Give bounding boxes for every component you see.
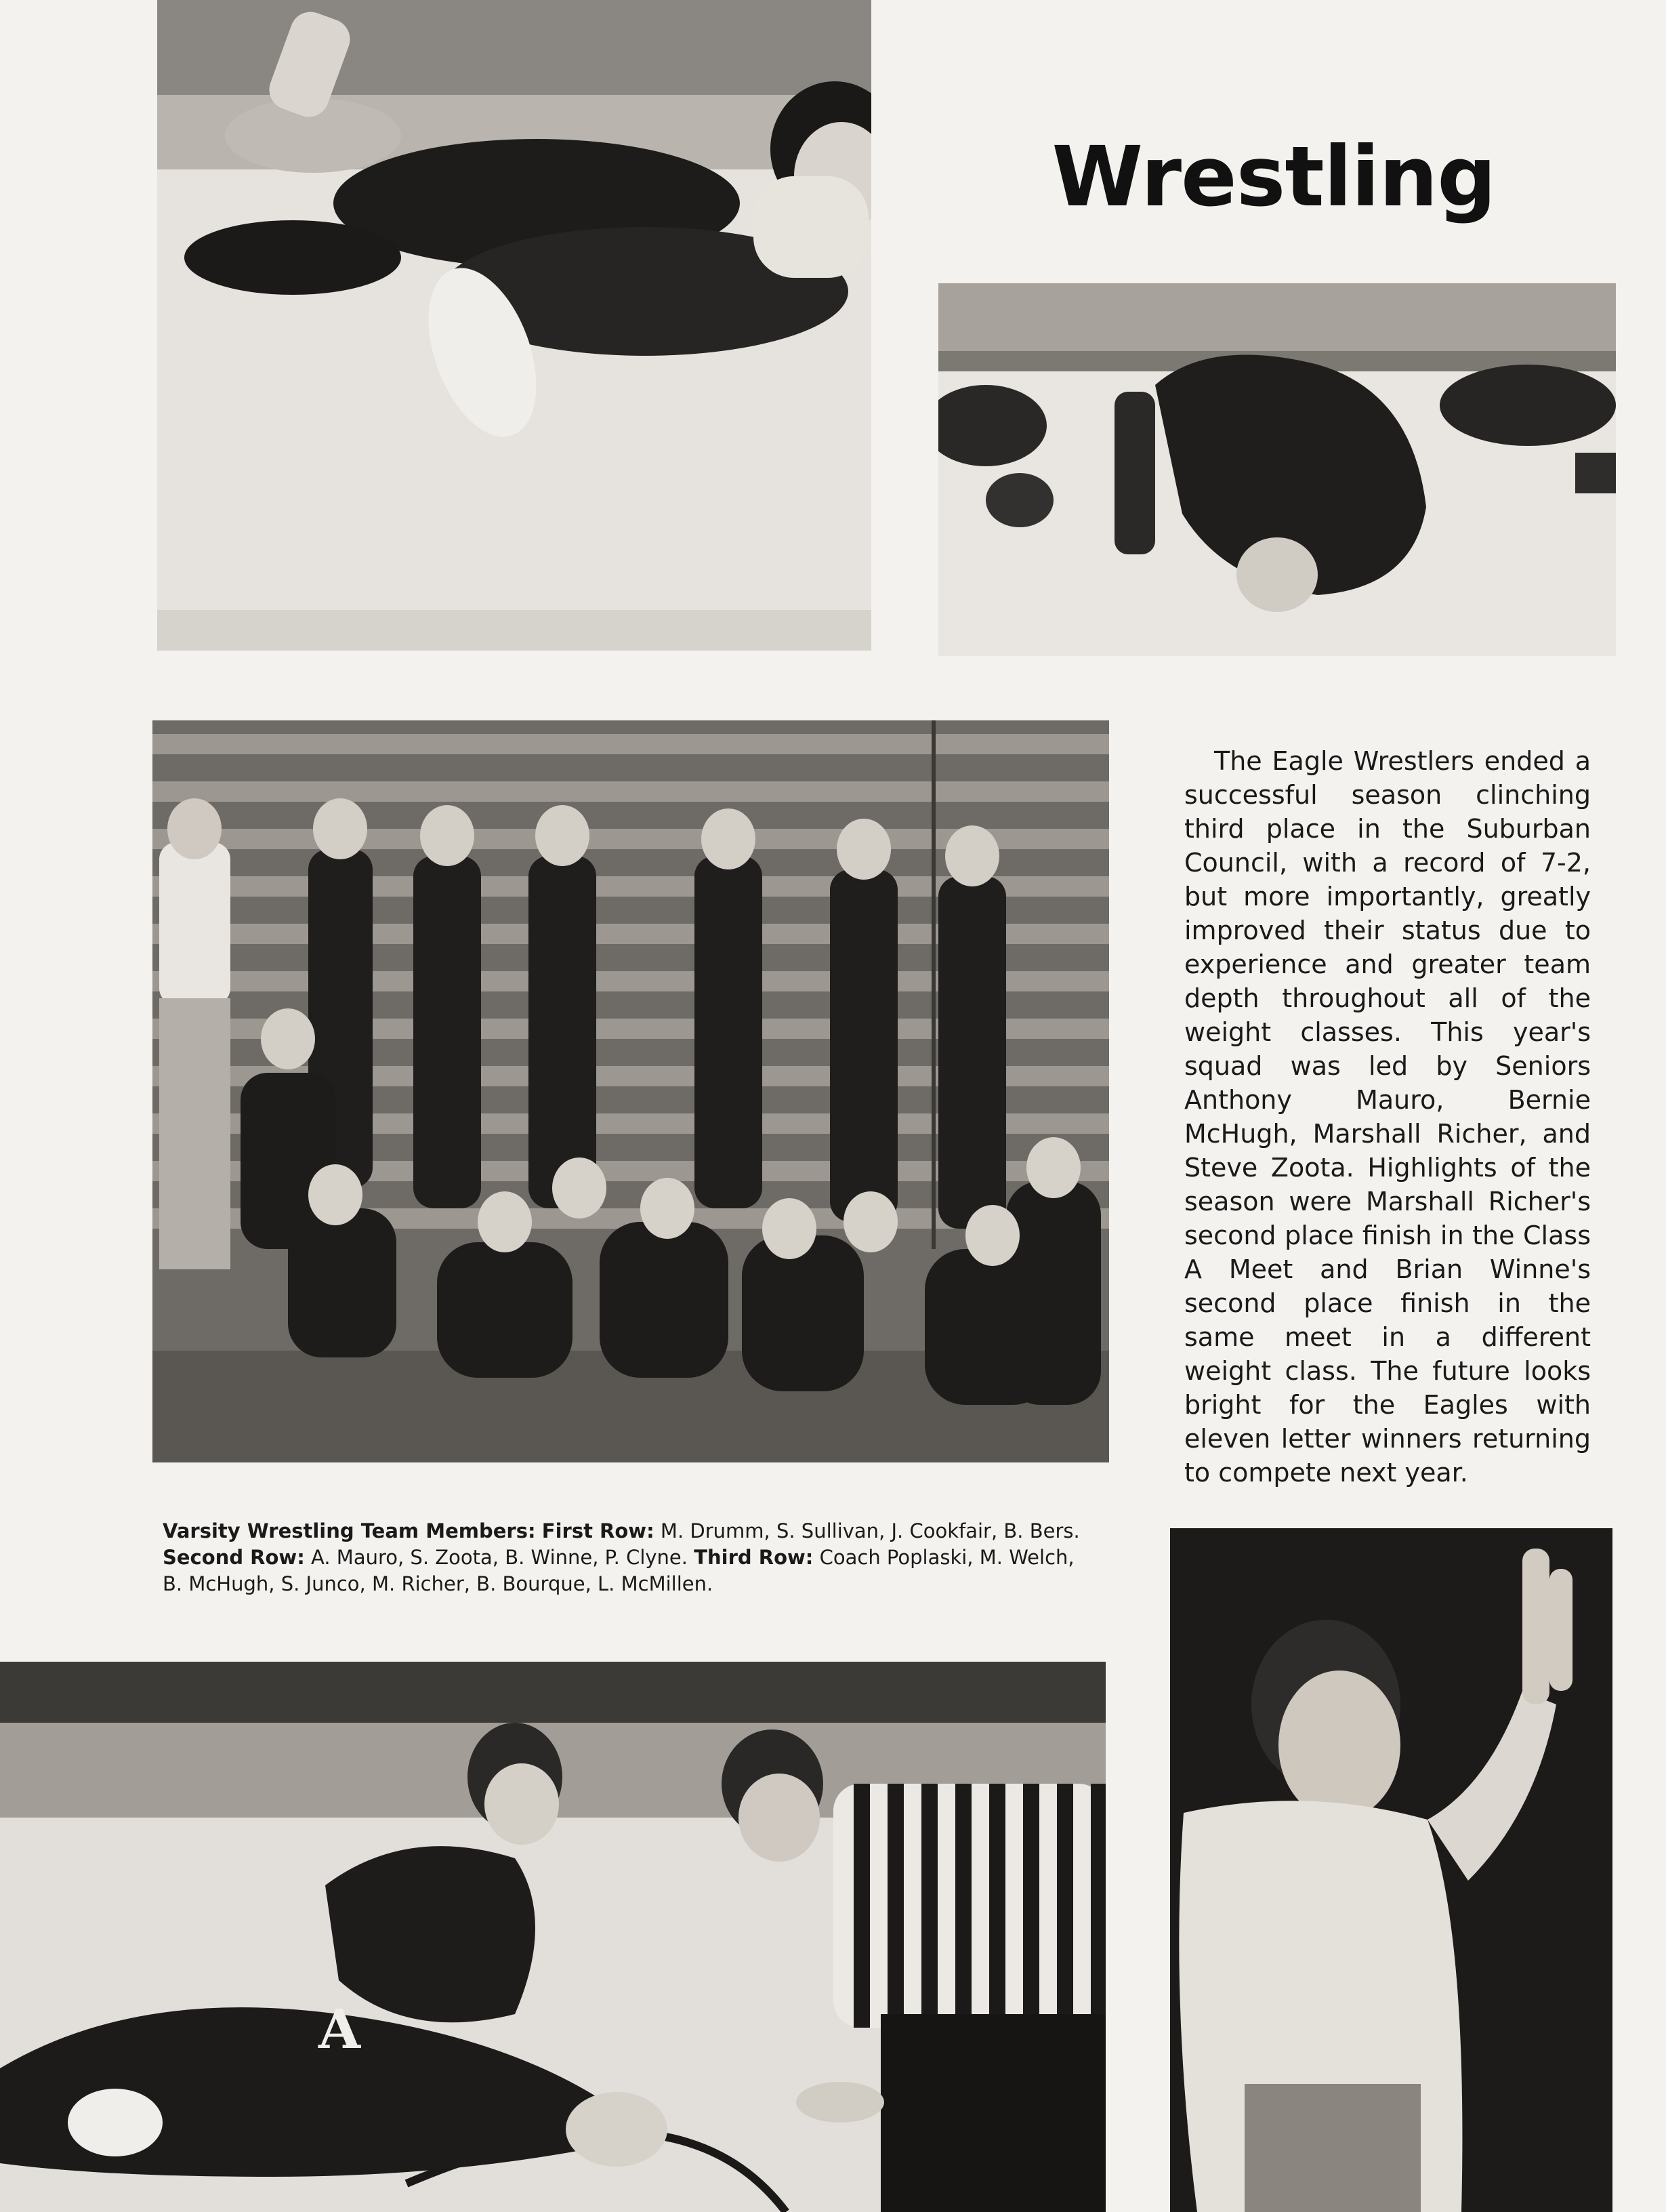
page-title: Wrestling bbox=[1051, 129, 1496, 225]
caption-row1: M. Drumm, S. Sullivan, J. Cookfair, B. Bers. bbox=[660, 1519, 1080, 1542]
jersey-letter: A bbox=[318, 1997, 361, 2061]
caption-label-row3: Third Row: bbox=[694, 1546, 814, 1569]
article-text bbox=[1184, 744, 1591, 1490]
article-paragraph: The Eagle Wrestlers ended a successful season clinching third place in the Suburban Council, with a record of 7-2, but more importantly, greatly improved their status due to experience and greater team depth throughout all of the weight classes. This year's squad was led by Seniors Anthony Mauro, Bernie McHugh, Marshall Richer, and Steve Zoota. Highlights of the season were Marshall Richer's second place finish in the Class A Meet and Brian Winne's second place finish in the same meet in a different weight class. The future looks bright for the Eagles with eleven letter winners returning to compete next year. bbox=[1184, 746, 1591, 1488]
photo-wrestlers-on-mat bbox=[157, 0, 871, 651]
caption-row2: A. Mauro, S. Zoota, B. Winne, P. Clyne. bbox=[311, 1546, 688, 1569]
photo-match-referee bbox=[0, 1662, 1106, 2212]
caption-label-row2: Second Row: bbox=[163, 1546, 305, 1569]
caption-row3: Coach Poplaski, M. Welch, B. McHugh, S. Junco, M. Richer, B. Bourque, L. McMillen. bbox=[163, 1546, 1075, 1595]
caption-label-team: Varsity Wrestling Team Members: bbox=[163, 1519, 536, 1542]
photo-headstand-warmup bbox=[938, 283, 1616, 656]
caption-label-row1: First Row: bbox=[541, 1519, 654, 1542]
photo-team-group bbox=[152, 720, 1109, 1462]
team-caption bbox=[163, 1518, 1091, 1597]
photo-coach-signal bbox=[1170, 1528, 1612, 2212]
